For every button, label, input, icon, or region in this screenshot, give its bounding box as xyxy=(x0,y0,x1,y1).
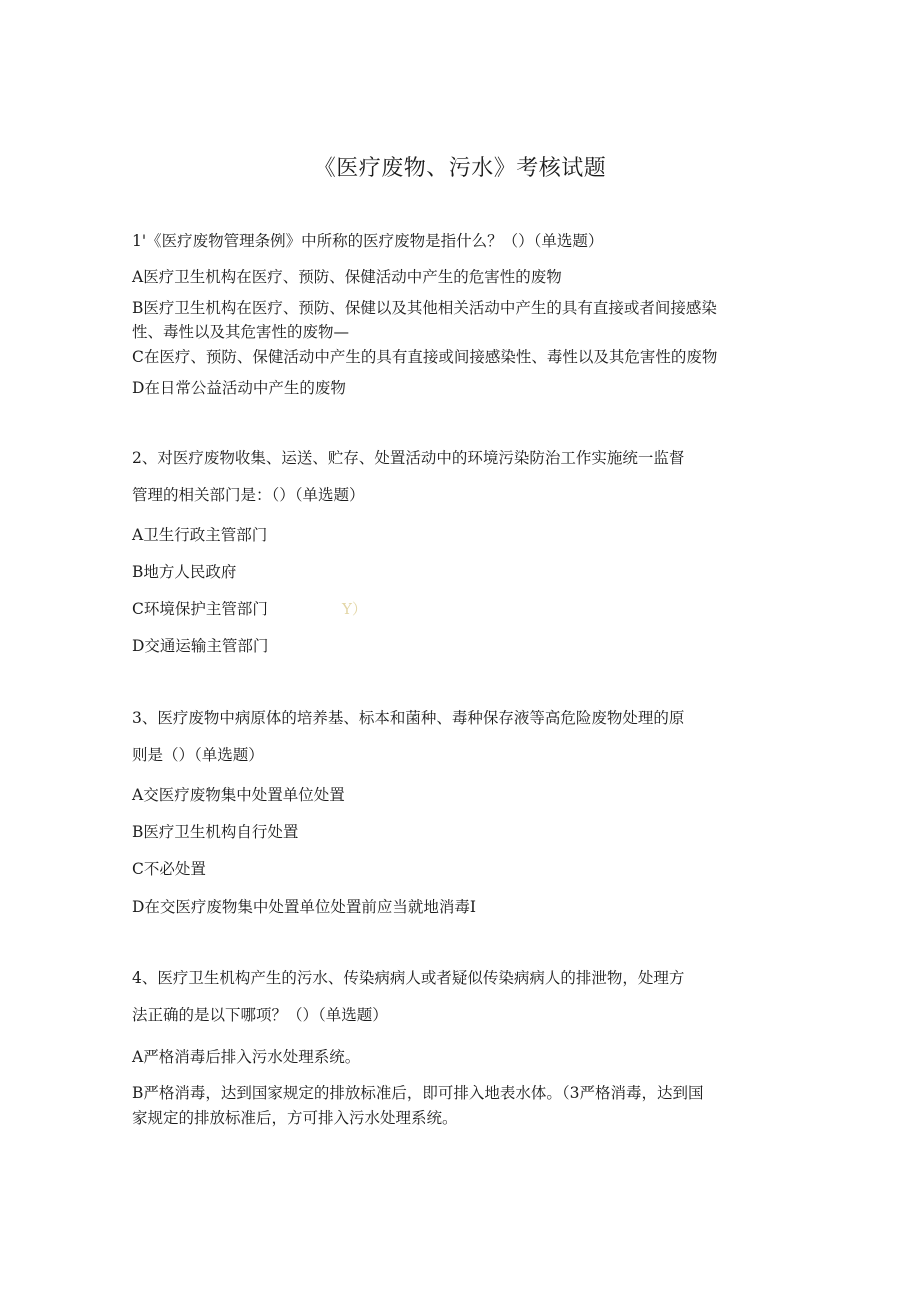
question-3-stem-line-2: 则是（）（单选题） xyxy=(132,746,264,764)
question-2-stem-line-2: 管理的相关部门是：（）（单选题） xyxy=(132,486,365,504)
question-4-option-b-line-1: B严格消毒，达到国家规定的排放标准后，即可排入地表水体。（3严格消毒，达到国 xyxy=(132,1084,704,1102)
question-2-option-b: B地方人民政府 xyxy=(132,563,237,581)
question-2-option-d: D交通运输主管部门 xyxy=(132,637,269,655)
question-2-stem-line-1: 2、对医疗废物收集、运送、贮存、处置活动中的环境污染防治工作实施统一监督 xyxy=(132,449,685,467)
question-3-option-b: B医疗卫生机构自行处置 xyxy=(132,823,299,841)
question-1-stem: 1'《医疗废物管理条例》中所称的医疗废物是指什么？（）（单选题） xyxy=(132,232,604,250)
question-1-option-b-line-1: B医疗卫生机构在医疗、预防、保健以及其他相关活动中产生的具有直接或者间接感染 xyxy=(132,299,717,317)
page-title: 《医疗废物、污水》考核试题 xyxy=(313,156,607,181)
question-1-option-d: D在日常公益活动中产生的废物 xyxy=(132,379,346,397)
question-1-option-a: A医疗卫生机构在医疗、预防、保健活动中产生的危害性的废物 xyxy=(132,268,562,286)
question-4-stem-line-2: 法正确的是以下哪项？（）（单选题） xyxy=(132,1006,388,1024)
question-3-option-a: A交医疗废物集中处置单位处置 xyxy=(132,786,345,804)
question-4-stem-line-1: 4、医疗卫生机构产生的污水、传染病病人或者疑似传染病病人的排泄物，处理方 xyxy=(132,969,685,987)
question-1-option-c: C在医疗、预防、保健活动中产生的具有直接或间接感染性、毒性以及其危害性的废物 xyxy=(132,348,718,366)
question-1-option-b-line-2: 性、毒性以及其危害性的废物— xyxy=(132,323,350,341)
question-3-option-c: C不必处置 xyxy=(132,860,206,878)
question-2-option-c: C环境保护主管部门 xyxy=(132,600,268,618)
question-3-option-d: D在交医疗废物集中处置单位处置前应当就地消毒I xyxy=(132,898,477,916)
question-3-stem-line-1: 3、医疗废物中病原体的培养基、标本和菌种、毒种保存液等高危险废物处理的原 xyxy=(132,709,685,727)
question-4-option-b-line-2: 家规定的排放标准后，方可排入污水处理系统。 xyxy=(132,1109,458,1127)
question-2-option-a: A卫生行政主管部门 xyxy=(132,526,268,544)
question-4-option-a: A严格消毒后排入污水处理系统。 xyxy=(132,1048,361,1066)
answer-mark: Y） xyxy=(342,600,367,618)
